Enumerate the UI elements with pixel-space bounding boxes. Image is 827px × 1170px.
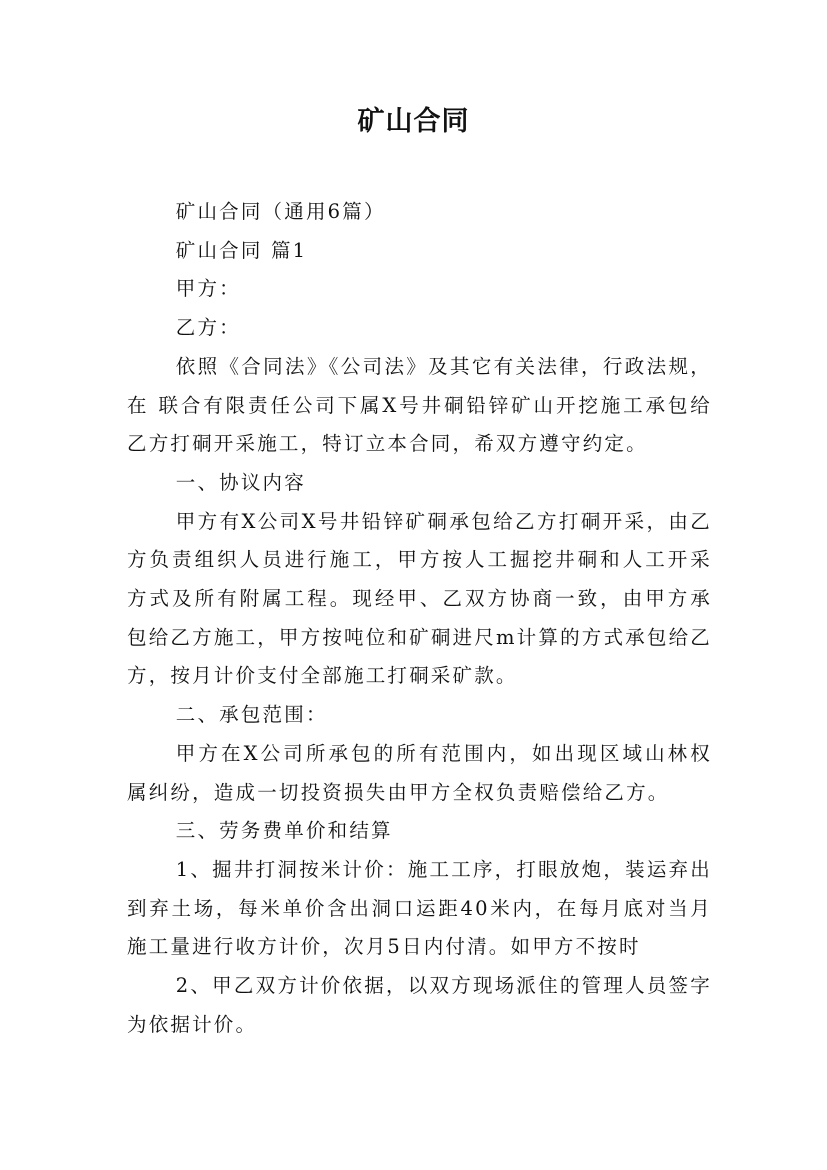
clause-heading-3: 三、劳务费单价和结算 [175, 819, 393, 843]
document-body [127, 193, 712, 1044]
clause-heading-2: 二、承包范围： [175, 703, 328, 727]
document-title: 矿山合同 [357, 106, 470, 137]
section-heading: 矿山合同 篇1 [175, 238, 308, 262]
clause-1-paragraph: 甲方有X公司X号井铅锌矿硐承包给乙方打硐开采，由乙方负责组织人员进行施工，甲方按人工掘挖井硐和人工开采方式及所有附属工程。现经甲、乙双方协商一致，由甲方承包给乙方施工，甲方按吨位和矿硐进尺m计算的方式承包给乙方，按月计价支付全部施工打硐采矿款。 [127, 509, 712, 688]
clause-3-item-1: 1、掘井打洞按米计价：施工工序，打眼放炮，装运弃出到弃土场，每米单价含出洞口运距40米内，在每月底对当月施工量进行收方计价，次月5日内付清。如甲方不按时 [127, 857, 712, 959]
clause-2-paragraph: 甲方在X公司所承包的所有范围内，如出现区域山林权属纠纷，造成一切投资损失由甲方全权负责赔偿给乙方。 [127, 741, 712, 804]
clause-heading-1: 一、协议内容 [175, 470, 306, 494]
clause-3-item-2: 2、甲乙双方计价依据，以双方现场派住的管理人员签字为依据计价。 [127, 974, 712, 1036]
party-a-label: 甲方： [175, 277, 241, 301]
subtitle-paragraph: 矿山合同（通用6篇） [175, 200, 386, 223]
preamble-paragraph: 依照《合同法》《公司法》及其它有关法律，行政法规，在 联合有限责任公司下属X号井硐铅锌矿山开挖施工承包给乙方打硐开采施工，特订立本合同，希双方遵守约定。 [127, 354, 712, 456]
party-b-label: 乙方： [175, 316, 241, 340]
